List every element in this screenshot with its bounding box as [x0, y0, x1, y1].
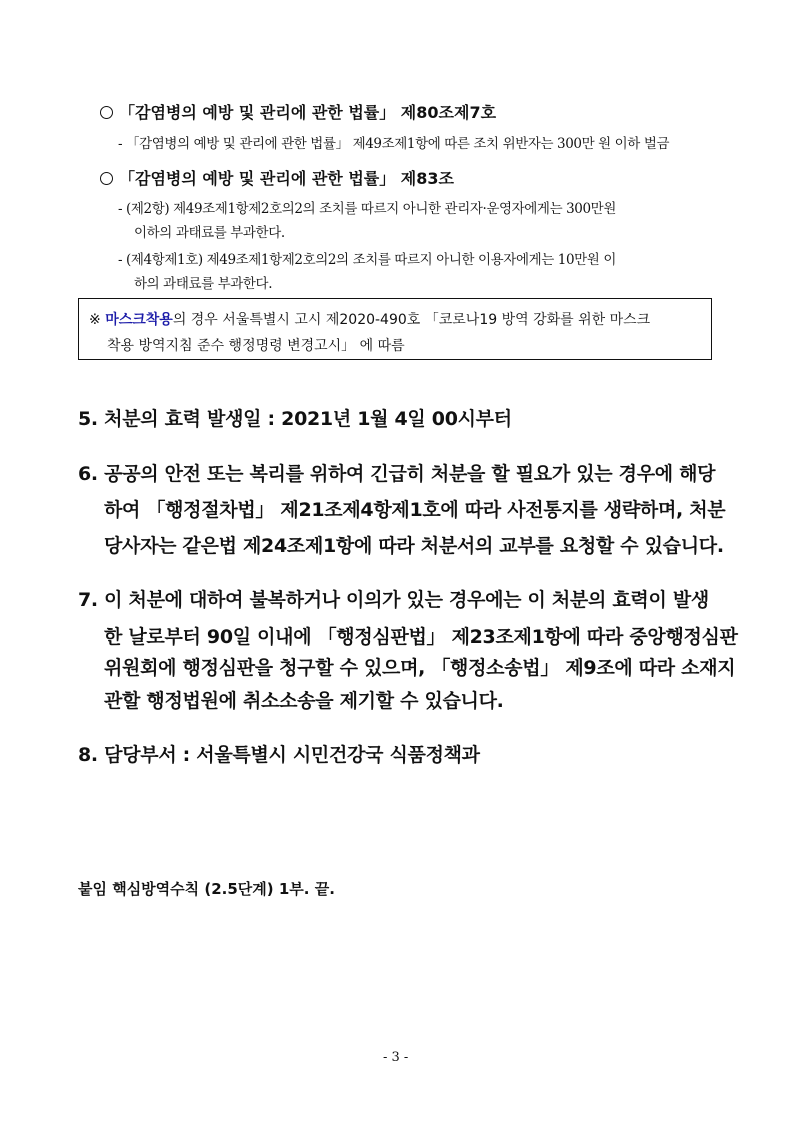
penalty-item-1-sub: - 「감염병의 예방 및 관리에 관한 법률」 제49조제1항에 따른 조치 위반자는 300만 원 이하 벌금 [118, 136, 670, 152]
section-7-line-1: 7. 이 처분에 대하여 불복하거나 이의가 있는 경우에는 이 처분의 효력이 발생 [78, 589, 709, 611]
penalty-item-1-title: 「감염병의 예방 및 관리에 관한 법률」 제80조제7호 [119, 103, 497, 122]
section-6-line-1: 6. 공공의 안전 또는 복리를 위하여 긴급히 처분을 할 필요가 있는 경우에 해당 [78, 463, 716, 485]
circle-bullet-icon [100, 172, 113, 185]
penalty-item-2-sub2-line1: - (제4항제1호) 제49조제1항제2호의2의 조치를 따르지 아니한 이용자에게는 10만원 이 [118, 252, 616, 268]
notice-mark: ※ [89, 312, 101, 328]
penalty-item-2 [100, 166, 454, 189]
penalty-item-1 [100, 100, 496, 123]
penalty-item-2-sub1-line2: 이하의 과태료를 부과한다. [134, 225, 285, 241]
penalty-item-2-title: 「감염병의 예방 및 관리에 관한 법률」 제83조 [119, 169, 454, 188]
penalty-item-2-sub1-line1: - (제2항) 제49조제1항제2호의2의 조치를 따르지 아니한 관리자·운영자에게는 300만원 [118, 201, 616, 217]
section-6-line-2: 하여 「행정절차법」 제21조제4항제1호에 따라 사전통지를 생략하며, 처분 [104, 499, 726, 521]
section-8: 8. 담당부서 : 서울특별시 시민건강국 식품정책과 [78, 744, 480, 766]
notice-line-1 [89, 309, 650, 329]
page-number: - 3 - [383, 1050, 409, 1065]
notice-line-1-text: 의 경우 서울특별시 고시 제2020-490호 「코로나19 방역 강화를 위한 마스크 [172, 312, 651, 328]
section-7-line-4: 관할 행정법원에 취소소송을 제기할 수 있습니다. [104, 690, 504, 712]
circle-bullet-icon [100, 106, 113, 119]
section-6-line-3: 당사자는 같은법 제24조제1항에 따라 처분서의 교부를 요청할 수 있습니다. [104, 535, 724, 557]
section-5: 5. 처분의 효력 발생일 : 2021년 1월 4일 00시부터 [78, 408, 512, 430]
penalty-item-2-sub2-line2: 하의 과태료를 부과한다. [134, 276, 273, 292]
notice-line-2: 착용 방역지침 준수 행정명령 변경고시」 에 따름 [107, 338, 405, 354]
attachment-line: 붙임 핵심방역수칙 (2.5단계) 1부. 끝. [78, 880, 335, 898]
section-7-line-3: 위원회에 행정심판을 청구할 수 있으며, 「행정소송법」 제9조에 따라 소재지 [104, 657, 736, 679]
notice-highlight: 마스크착용 [105, 312, 173, 328]
section-7-line-2: 한 날로부터 90일 이내에 「행정심판법」 제23조제1항에 따라 중앙행정심판 [104, 626, 738, 648]
mask-notice-box [78, 298, 712, 360]
